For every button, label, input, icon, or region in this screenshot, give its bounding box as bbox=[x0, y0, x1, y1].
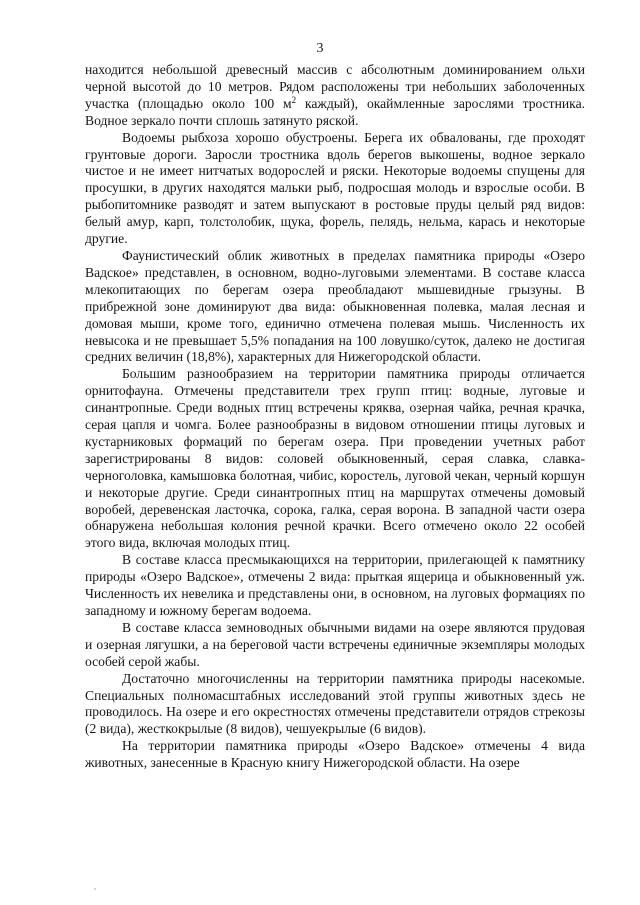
paragraph-reptiles: В составе класса пресмыкающихся на территории, прилегающей к памятнику природы «Озеро Вадское», отмечены 2 вида: прыткая ящерица и обыкновенный уж. Численность их невелика и представлены они, в основном, на луговых формациях по западному и южному берегам водоема. bbox=[85, 552, 585, 618]
page-number: 3 bbox=[316, 41, 324, 56]
paragraph-amphibians: В составе класса земноводных обычными видами на озере являются прудовая и озерная лягушки, а на береговой части встречены единичные экземпляры молодых особей серой жабы. bbox=[85, 619, 585, 669]
paragraph-text: каждый), окаймленные зарослями тростника. Водное зеркало почти сплошь затянуто ряской. bbox=[85, 95, 585, 128]
paragraph-birds: Большим разнообразием на территории памятника природы отличается орнитофауна. Отмечены представители трех групп птиц: водные, луговые и синантропные. Среди водных птиц встречены кряква, озерная чайка, речная крачка, серая цапля и чомга. Более разнообразны в видовом отношении птицы луговых и кустарниковых формаций по берегам озера. При проведении учетных работ зарегистрированы 8 видов: соловей обыкновенный, серая славка, славка-черноголовка, камышовка болотная, чибис, коростель, луговой чекан, черный коршун и некоторые другие. Среди синантропных птиц на маршрутах отмечены домовый воробей, деревенская ласточка, сорока, галка, серая ворона. В западной части озера обнаружена небольшая колония речной крачки. Всего отмечено около 22 особей этого вида, включая молодых птиц. bbox=[85, 366, 585, 551]
superscript-squared: 2 bbox=[291, 94, 297, 105]
paragraph-continuation bbox=[85, 62, 585, 130]
paragraph-mammals: Фаунистический облик животных в пределах памятника природы «Озеро Вадское» представлен, в основном, водно-луговыми элементами. В составе класса млекопитающих по берегам озера преобладают мышевидные грызуны. В прибрежной зоне доминируют два вида: обыкновенная полевка, малая лесная и домовая мыши, кроме того, единично отмечена полевая мышь. Численность их невысока и не превышает 5,5% попадания на 100 ловушко/суток, далеко не достигая средних величин (18,8%), характерных для Нижегородской области. bbox=[85, 247, 585, 365]
scan-artifact bbox=[94, 888, 96, 890]
document-body bbox=[85, 62, 585, 772]
paragraph-red-book: На территории памятника природы «Озеро Вадское» отмечены 4 вида животных, занесенные в Красную книгу Нижегородской области. На озере bbox=[85, 738, 585, 771]
paragraph-insects: Достаточно многочисленны на территории памятника природы насекомые. Специальных полномасштабных исследований этой группы животных здесь не проводилось. На озере и его окрестностях отмечены представители отрядов стрекозы (2 вида), жесткокрылые (8 видов), чешуекрылые (6 видов). bbox=[85, 670, 585, 737]
paragraph-fish-farm: Водоемы рыбхоза хорошо обустроены. Берега их обвалованы, где проходят грунтовые дороги. Заросли тростника вдоль берегов выкошены, водное зеркало чистое и не имеет нитчатых водорослей и ряски. Некоторые водоемы спущены для просушки, в других находятся мальки рыб, подросшая молодь и взрослые особи. В рыбопитомнике разводят и затем выпускают в ростовые пруды целый ряд видов: белый амур, карп, толстолобик, щука, форель, пелядь, нельма, карась и некоторые другие. bbox=[85, 129, 585, 247]
paragraph-text: находится небольшой древесный массив с абсолютным доминированием ольхи черной высотой до 10 метров. Рядом расположены три небольших заболоченных участка (площадью около 100 м bbox=[85, 62, 585, 111]
